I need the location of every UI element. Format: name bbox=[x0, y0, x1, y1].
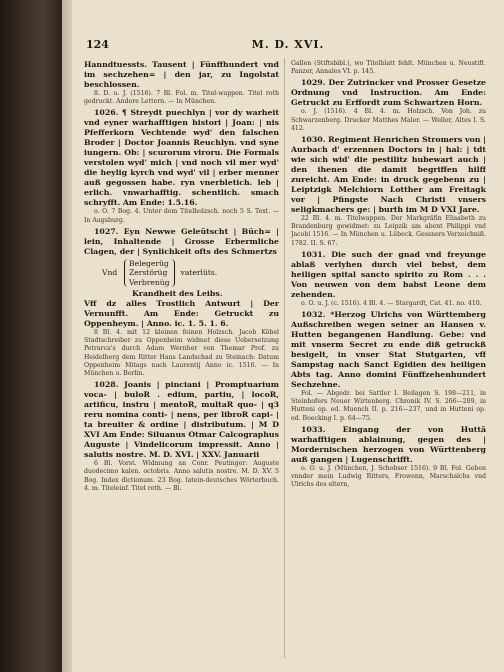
right-column bbox=[291, 60, 486, 660]
entry-1031-title: 1031. Die such der gnad vnd freyunge ablaß verlyhen durch viel bebst, dem heiligen spital sancto spirito zu Rom . . . Von neuwen von dem babst Leone dem zehenden. bbox=[291, 249, 486, 299]
entry-1027-note: 8 Bl. 4. mit 12 kleinen feinen Holzsch. Jacob Köbel Stadtschreiber zu Oppenheim widmet diese Uebersetzung Petrarca's durch Adam Wernher von Themar Prof. zu Heidelberg dem Ritter Hans Landschad zu Steinach: Datum Oppenheim Mitags nach Laurentij Anno ic. 1516. — In München u. Berlin. bbox=[84, 329, 279, 378]
entry-1027-title: 1027. Eyn Newwe Geleütscht | Büch= | lein, Inhaltende | Grosse Erbermliche Clagen, der | Synlichkeit ofts des Schmertzs bbox=[84, 226, 279, 256]
entry-1029-note: o. J. (1516). 4 Bl. 4. m. Holzsch. Von Joh. zu Schwarzenberg. Drucker Matthes Maler. — Weller, Altes I. S. 412. bbox=[291, 108, 486, 132]
entry-1030-note: 22 Bl. 4. m. Titelwappen. Der Markgräfin Elisabeth zu Brandenburg gewidmet: zu Leipzik am abent Philippi vnd Jacobi 1516. — In München u. Lübeck. Gessners Verzeichniß. 1782. II. S. 67. bbox=[291, 215, 486, 247]
entry-1032-note: Fol. — Abgedr. bei Sattler I. Beilagen S. 198—211, in Steinhofers Neuer Wirtenberg. Chronik IV. S. 266—289, in Hutteni op. ed. Muench II. p. 216—237, und in Hutteni op. ed. Boecking I. p. 64—75. bbox=[291, 390, 486, 422]
page-edge bbox=[62, 0, 72, 672]
entry-1026-title: 1026. ¶ Streydt puechlyn | vor dy warheit vnd eyner warhafftigen histori | Joan: | nis Pfefferkorn Vechtende wyd' den falschen Broder | Doctor Joannis Reuchlyn. vnd syne iungern. Ob: | scurorum viroru. Die Formals verstolen wyd' mich | vnd noch vil mer wyd' die heylig kyrch vnd wyd' vil | erber menner auß gegossen habe. ryn vnerbletich. leb | erlich. vnwarhafftig. schentlich. smach schryfft. Am Ende: 1.5.16. bbox=[84, 108, 279, 208]
brace-lines bbox=[124, 259, 175, 287]
entry-1029-title: 1029. Der Zutrincker vnd Prosser Gesetze Ordnung vnd Instruction. Am Ende: Getruckt zu Erffordt zum Schwartzen Horn. bbox=[291, 78, 486, 108]
book-page bbox=[72, 0, 504, 672]
running-title: M. D. XVI. bbox=[251, 38, 325, 51]
brace-right-word: vaterlüts. bbox=[180, 268, 218, 278]
brace-line-1: Belegerüg bbox=[129, 258, 169, 268]
entry-1027-body: Vff dz alles Trostlich Antwurt | Der Vernunfft. Am Ende: Getruckt zu Oppenheym. | Anno. ic. 1. 5. 1. 6. bbox=[84, 299, 279, 329]
brace-left-word: Vnd bbox=[102, 268, 118, 278]
entry-1025-note: 8. D. u. J. (1516). 7 Bl. Fol. m. Titel-wappen. Titel roth gedruckt. Andere Lettern. — In München. bbox=[84, 90, 279, 106]
page-header bbox=[86, 38, 490, 54]
entry-1028-title: 1028. Joanis | pinciani | Promptuarium voca- | buloR . edium, partiu, | locoR, artificu, instru | mentoR, multaR quo- | q3 reru nomina conti- | nens, per libroR capi- | ta breuiter & ordine | distributum. | M D XVI Am Ende: Siluanus Otmar Calcographus Auguste | Vindelicorum impressit. Anno | salutis nostre. M. D. XVI. | XXV. Januarii bbox=[84, 380, 279, 460]
page-number: 124 bbox=[86, 38, 109, 51]
book-spine bbox=[0, 0, 62, 672]
entry-1033-title: 1033. Eingang der von Huttã warhafftigen ablainung, gegen des | Mordernischen herzogen von Württenberg auß gangen | Lugenschrifft. bbox=[291, 424, 486, 464]
entry-1033-note: o. O. u. J. (München, J. Schobser 1516). 9 Bl. Fol. Geben vnnder mein Ludwig Ritters, Frowenn, Marschalchs vnd Ulrichs des eltern, bbox=[291, 464, 486, 489]
entry-1030-title: 1030. Regiment Henrichen Stromers von | Aurbach d' erzennen Doctors in | hal: | tdt wie sich wid' die pestilitz hubewart auch | den ihenen die damit begriffen hilff zureicht. Am Ende: in druck gegebenn zu | Leiptzigk Melchiorn Lotther am Freitagk vor | Pfingste Nach Christi vnsers seligkmachers ge: | burth im M D VXI Jare. bbox=[291, 135, 486, 215]
entry-1031-note: o. O. u. J. (c. 1516). 4 Bl. 4. — Stargardt, Cat. 41. no. 410. bbox=[301, 299, 482, 307]
entry-1028-note: 6 Bl. Vorst. Widmung an Conr. Peutinger: Auguste duodecimo kalen. octobris. Anno salutis nostre. M. D. XV. 5 Bog. Index dictionum. 23 Bog. latein-deutsches Wörterbuch. 4. m. Titeleinf. Titel roth. — Bl. bbox=[84, 460, 279, 492]
entry-1032-title: 1032. *Herzog Ulrichs von Württemberg Außschreiben wegen seiner an Hansen v. Hutten begangenen Handlung. Gebe: vnd mit vnserm Secret zu ende diß getruckß besigelt, in vnser Stat Stutgarten, vff Sampstag nach Sanct Egidien des heiligen Abts tag. Anno domini Fünffzehenhundert Sechzehne. bbox=[291, 310, 486, 390]
entry-1025-title: Hanndtuessts. Tausent | Fünffhundert vnd im sechzehen= | den jar, zu Ingolstat beschlossen. bbox=[84, 60, 279, 89]
brace-line-2: Zerstörüg bbox=[129, 268, 168, 278]
brace-line-3: Verbrenüg bbox=[129, 277, 170, 287]
entry-1026-note: o. O. 7 Bog. 4. Unter dem Titelholzsch. noch 5 S. Text. — In Augsburg. bbox=[84, 208, 279, 224]
entry-1028-note-cont: Gallen (Stiftsbibl.), wo Titelblatt fehlt. München u. Neustift. Panzer, Annales VI. p. 145. bbox=[291, 60, 486, 76]
entry-1027-brace-tail: Krandheit des Leibs. bbox=[132, 289, 223, 299]
entry-1027-brace bbox=[102, 259, 279, 287]
column-divider bbox=[284, 58, 285, 658]
left-column bbox=[84, 60, 279, 660]
